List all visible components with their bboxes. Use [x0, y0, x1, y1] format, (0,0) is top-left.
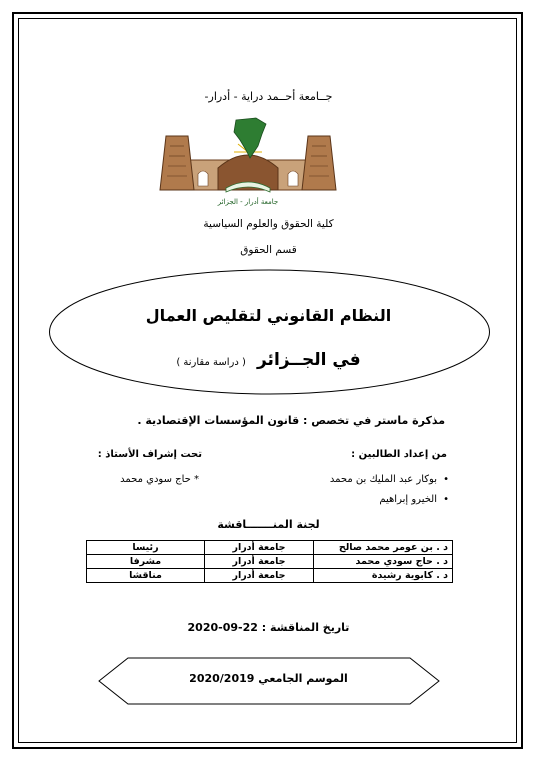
- member-name: د . بن عومر محمد صالح: [314, 541, 453, 555]
- table-row: [87, 555, 453, 569]
- bullet-icon: •: [443, 494, 449, 505]
- committee-table: [86, 540, 453, 583]
- prepared-by-label: من إعداد الطالبين :: [351, 449, 447, 460]
- memo-text: مذكرة ماستر في تخصص : قانون المؤسسات الإقتصادية .: [137, 414, 445, 427]
- member-name: د . كابوية رشيدة: [314, 569, 453, 583]
- thesis-subtitle: [0, 350, 537, 370]
- thesis-title: النظام القانوني لتقليص العمال: [145, 306, 392, 325]
- member-role: مشرفا: [87, 555, 205, 569]
- subtitle-main: في الجــزائر: [256, 350, 361, 370]
- member-role: رئيسا: [87, 541, 205, 555]
- supervision-label: تحت إشراف الأستاذ :: [97, 449, 202, 460]
- university-logo: [158, 112, 338, 208]
- table-row: [87, 569, 453, 583]
- member-role: مناقشا: [87, 569, 205, 583]
- logo-caption: جامعة أدرار - الجزائر: [217, 198, 279, 206]
- title-ellipse: [47, 268, 492, 396]
- defense-date: تاريخ المناقشة : 22-09-2020: [187, 621, 350, 634]
- member-name: د . حاج سودي محمد: [314, 555, 453, 569]
- bullet-icon: •: [443, 474, 449, 485]
- table-row: [87, 541, 453, 555]
- member-university: جامعة أدرار: [205, 569, 314, 583]
- university-name: جــامعة أحــمد دراية - أدرار-: [204, 90, 333, 103]
- student-name: بوكار عبد المليك بن محمد: [329, 474, 437, 485]
- department-name: قسم الحقوق: [240, 244, 297, 256]
- academic-season: الموسم الجامعي 2020/2019: [189, 672, 348, 685]
- faculty-name: كلية الحقوق والعلوم السياسية: [203, 218, 334, 230]
- supervisor-name: * حاج سودي محمد: [120, 474, 199, 485]
- subtitle-note: ( دراسة مقارنة ): [176, 357, 246, 368]
- member-university: جامعة أدرار: [205, 541, 314, 555]
- member-university: جامعة أدرار: [205, 555, 314, 569]
- student-name: الخيرو إبراهيم: [379, 494, 437, 505]
- committee-title: لجنة المنـــــــاقشة: [217, 518, 320, 531]
